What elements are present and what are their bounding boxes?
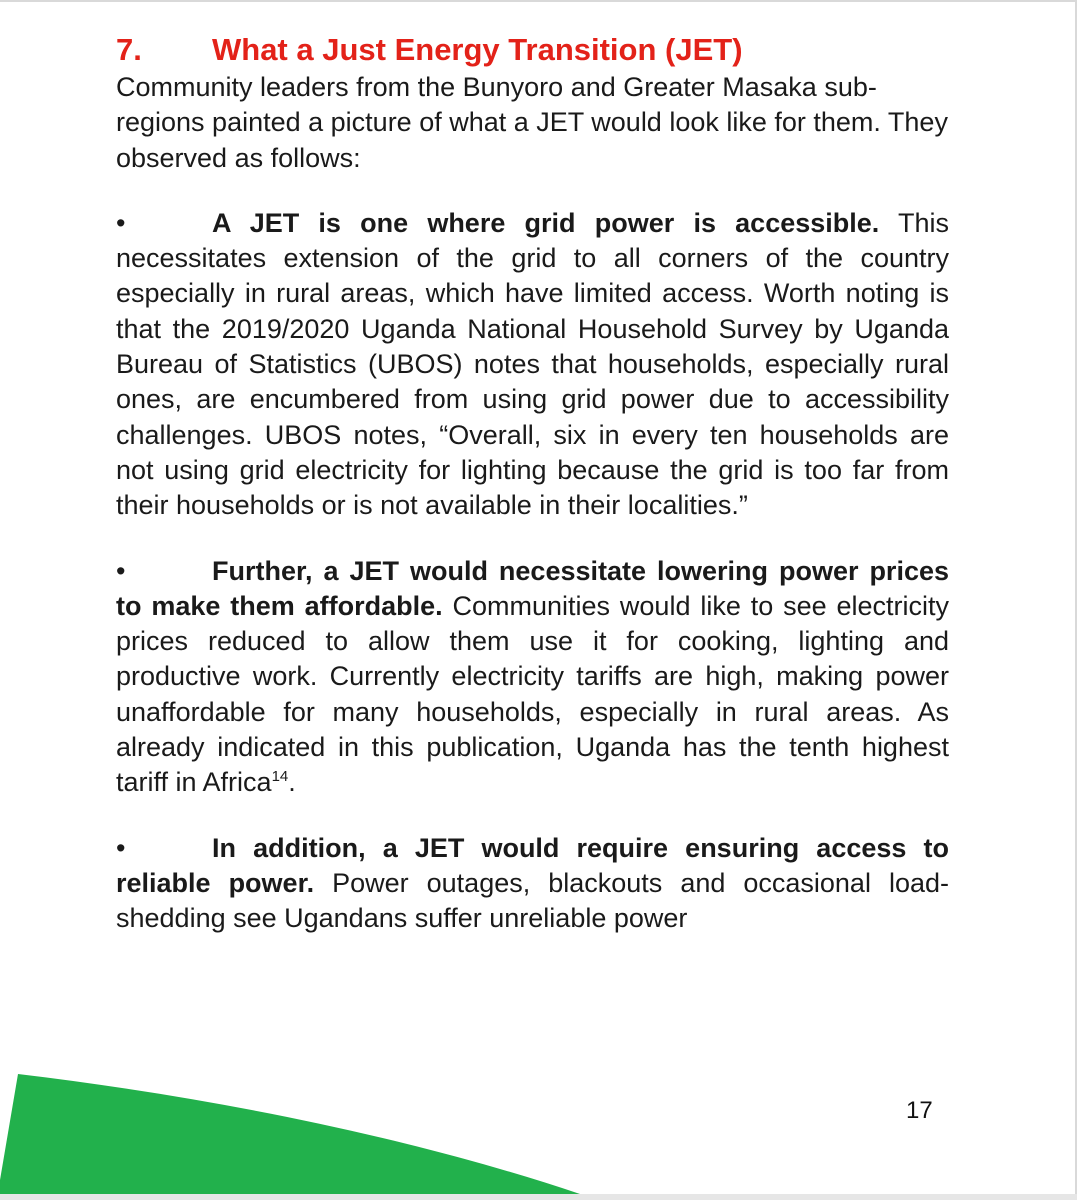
section-title: What a Just Energy Transition (JET) [212, 32, 743, 67]
page-number: 17 [906, 1097, 933, 1124]
bullet-lead: A JET is one where grid power is accessible. [212, 207, 880, 238]
footnote-ref[interactable]: 14 [271, 768, 289, 786]
bullet-body: Communities would like to see electricity prices reduced to allow them use it for cooking, lighting and productive work. Currently electricity tariffs are high, making power unaffordable for many households, especially in rural areas. As already indicated in this publication, Uganda has the tenth highest tariff in Africa [116, 590, 949, 798]
bullet-tail: . [288, 767, 296, 798]
bullet-lead: Further, a JET would necessitate lowering power prices to make them affordable. [116, 555, 949, 621]
bullet-item [116, 831, 949, 937]
bullet-marker: • [116, 832, 126, 863]
bullet-item [116, 554, 949, 801]
bullet-lead: In addition, a JET would require ensuring access to reliable power. [116, 832, 949, 898]
page-border-bottom [0, 1194, 1077, 1200]
bullet-body: This necessitates extension of the grid to all corners of the country especially in rural areas, which have limited access. Worth noting is that the 2019/2020 Uganda National Household Survey by Uganda Bureau of Statistics (UBOS) notes that households, especially rural ones, are encumbered from using grid power due to accessibility challenges. UBOS notes, “Overall, six in every ten households are not using grid electricity for lighting because the grid is too far from their households or is not available in their localities.” [116, 207, 949, 521]
page-border-top [0, 0, 1077, 2]
bullet-body: Power outages, blackouts and occasional load-shedding see Ugandans suffer unreliable power [116, 867, 949, 934]
bullet-marker: • [116, 555, 126, 586]
section-number: 7. [116, 32, 142, 67]
green-swoosh-decoration [0, 1060, 640, 1200]
bullet-item [116, 206, 949, 524]
bullet-marker: • [116, 207, 126, 238]
page-content [116, 30, 949, 937]
intro-paragraph: Community leaders from the Bunyoro and Greater Masaka sub-regions painted a picture of what a JET would look like for them. They observed as follows: [116, 72, 948, 173]
section-heading [116, 30, 949, 70]
